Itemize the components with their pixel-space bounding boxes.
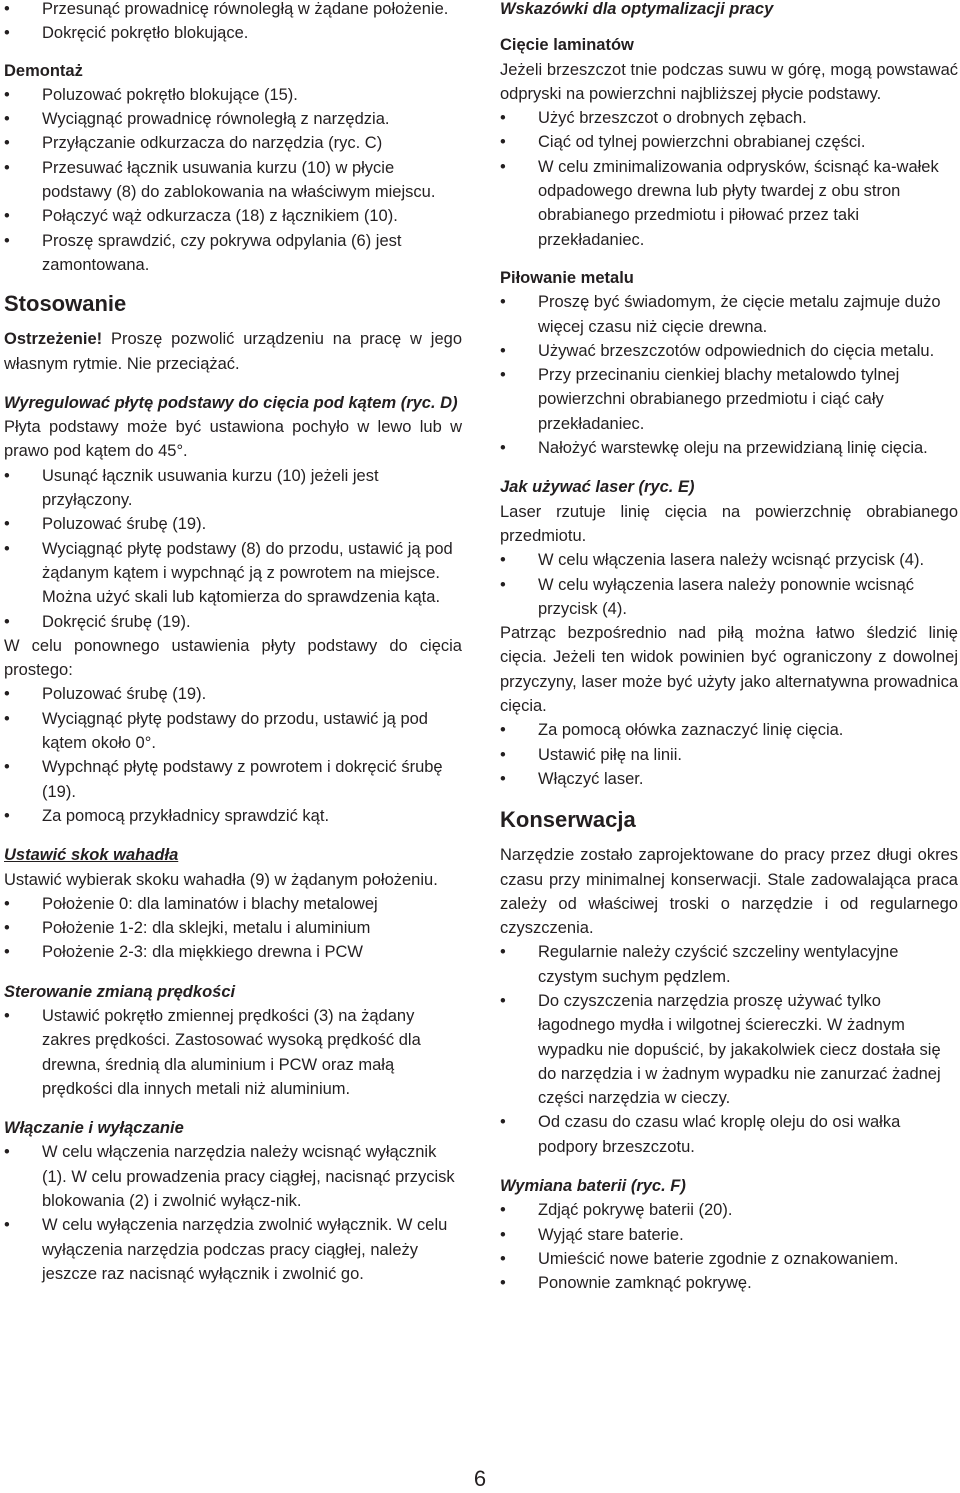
list-item: • Ustawić piłę na linii. [500,743,958,767]
list-item: • Połączyć wąż odkurzacza (18) z łącznikiem (10). [4,204,462,228]
section-heading-laser: Jak używać laser (ryc. E) [500,478,695,497]
metal-bullet-list [500,290,958,460]
list-item: • Wypchnąć płytę podstawy z powrotem i dokręcić śrubę (19). [4,755,462,804]
list-item: • Za pomocą ołówka zaznaczyć linię cięcia. [500,718,958,742]
section-heading-konserwacja: Konserwacja [500,807,636,833]
list-item: • Od czasu do czasu wlać kroplę oleju do osi wałka podpory brzeszczotu. [500,1110,958,1159]
konserwacja-bullet-list [500,940,958,1159]
section-heading-baterie: Wymiana baterii (ryc. F) [500,1177,686,1196]
list-item: • Zdjąć pokrywę baterii (20). [500,1198,958,1222]
predkosc-bullet-list [4,1004,462,1101]
list-item: • Włączyć laser. [500,767,958,791]
laser-intro: Laser rzutuje linię cięcia na powierzchnię obrabianego przedmiotu. [500,502,958,545]
list-item: • Przesunąć prowadnicę równoległą w żądane położenie. [4,0,462,21]
demontaz-bullet-list [4,83,462,277]
skok-bullet-list [4,892,462,965]
section-heading-stosowanie: Stosowanie [4,291,127,317]
list-item: • Wyjąć stare baterie. [500,1223,958,1247]
warning-text: Proszę pozwolić urządzeniu na pracę w jego własnym rytmie. Nie przeciążać. [4,330,462,373]
laser-text: Patrząc bezpośrednio nad piłą można łatwo śledzić linię cięcia. Jeżeli ten widok powinien być ograniczony z dowolnej przyczyny, laser może być użyty jako alternatywna prowadnica cięcia. [500,624,958,716]
list-item: • Umieścić nowe baterie zgodnie z oznakowaniem. [500,1247,958,1271]
list-item: • Dokręcić śrubę (19). [4,610,462,634]
list-item: • Poluzować śrubę (19). [4,682,462,706]
warning-label: Ostrzeżenie! [4,330,103,349]
laminaty-bullet-list [500,106,958,252]
list-item: • W celu włączenia narzędzia należy wcisnąć wyłącznik (1). W celu prowadzenia pracy ciągłej, nacisnąć przycisk blokowania (2) i zwolnić wyłącz-nik. [4,1140,462,1213]
list-item: • Ustawić pokrętło zmiennej prędkości (3) na żądany zakres prędkości. Zastosować wysoką prędkość dla drewna, średnią dla aluminium i PCW oraz małą prędkości dla innych metali niż aluminium. [4,1004,462,1101]
list-item: • Używać brzeszczotów odpowiednich do cięcia metalu. [500,339,958,363]
list-item: • Położenie 2-3: dla miękkiego drewna i PCW [4,940,462,964]
list-item: • Ponownie zamknąć pokrywę. [500,1271,958,1295]
section-heading-skok: Ustawić skok wahadła [4,846,179,865]
list-item: • Proszę sprawdzić, czy pokrywa odpylania (6) jest zamontowana. [4,229,462,278]
list-item: • Przesuwać łącznik usuwania kurzu (10) w płycie podstawy (8) do zablokowania na właściwym miejscu. [4,156,462,205]
warning-paragraph [4,327,462,376]
konserwacja-intro: Narzędzie zostało zaprojektowane do pracy przez długi okres czasu przy minimalnej konserwacji. Stale zadowalająca praca zależy od właściwej troski o narzędzie i od regularnego czyszczenia. [500,846,958,938]
list-item: • W celu wyłączenia lasera należy ponownie wcisnąć przycisk (4). [500,573,958,622]
laminaty-text: Jeżeli brzeszczot tnie podczas suwu w górę, mogą powstawać odpryski na powierzchni najbliższej płycie podstawy. [500,60,958,103]
list-item: • Poluzować pokrętło blokujące (15). [4,83,462,107]
list-item: • Położenie 0: dla laminatów i blachy metalowej [4,892,462,916]
list-item: • Dokręcić pokrętło blokujące. [4,21,462,45]
plyta-intro: Płyta podstawy może być ustawiona pochyło w lewo lub w prawo pod kątem do 45°. [4,418,462,461]
top-bullet-list [4,0,462,46]
subheading-laminaty: Cięcie laminatów [500,36,634,55]
laser-bullet-list [500,548,958,621]
list-item: • Nałożyć warstewkę oleju na przewidzianą linię cięcia. [500,436,958,460]
list-item: • Proszę być świadomym, że cięcie metalu zajmuje dużo więcej czasu niż cięcie drewna. [500,290,958,339]
left-column [4,0,462,1286]
baterie-bullet-list [500,1198,958,1295]
section-heading-plyta: Wyregulować płytę podstawy do cięcia pod kątem (ryc. D) [4,393,458,412]
plyta-reset-text: W celu ponownego ustawienia płyty podstawy do cięcia prostego: [4,636,462,680]
section-heading-wskazowki: Wskazówki dla optymalizacji pracy [500,0,774,18]
laser-bullet-list-2 [500,718,958,791]
right-column [500,0,958,1296]
list-item: • Poluzować śrubę (19). [4,512,462,536]
plyta-bullet-list [4,464,462,634]
list-item: • Ciąć od tylnej powierzchni obrabianej części. [500,130,958,154]
list-item: • Wyciągnąć prowadnicę równoległą z narzędzia. [4,107,462,131]
list-item: • Użyć brzeszczot o drobnych zębach. [500,106,958,130]
list-item: • W celu zminimalizowania odprysków, ścisnąć ka-wałek odpadowego drewna lub płyty twardej z obu stron obrabianego przedmiotu i piłować przez taki przekładaniec. [500,155,958,252]
plyta-reset-bullet-list [4,682,462,828]
list-item: • Regularnie należy czyścić szczeliny wentylacyjne czystym suchym pędzlem. [500,940,958,989]
list-item: • Za pomocą przykładnicy sprawdzić kąt. [4,804,462,828]
list-item: • W celu wyłączenia narzędzia zwolnić wyłącznik. W celu wyłączenia narzędzia podczas pracy ciągłej, należy jeszcze raz nacisnąć wyłącznik i zwolnić go. [4,1213,462,1286]
list-item: • Do czyszczenia narzędzia proszę używać tylko łagodnego mydła i wilgotnej ściereczki. W żadnym wypadku nie dopuścić, by jakakolwiek ciecz dostała się do narzędzia i w żadnym wypadku nie zanurzać żadnej części narzędzia w cieczy. [500,989,958,1110]
list-item: • Przyłączanie odkurzacza do narzędzia (ryc. C) [4,131,462,155]
section-heading-demontaz: Demontaż [4,61,83,80]
list-item: • Wyciągnąć płytę podstawy (8) do przodu, ustawić ją pod żądanym kątem i wypchnąć ją z powrotem na miejsce. Można użyć skali lub kątomierza do sprawdzenia kąta. [4,537,462,610]
list-item: • Wyciągnąć płytę podstawy do przodu, ustawić ją pod kątem około 0°. [4,707,462,756]
subheading-metal: Piłowanie metalu [500,268,634,287]
page-number: 6 [473,1466,487,1491]
list-item: • W celu włączenia lasera należy wcisnąć przycisk (4). [500,548,958,572]
list-item: • Położenie 1-2: dla sklejki, metalu i aluminium [4,916,462,940]
list-item: • Usunąć łącznik usuwania kurzu (10) jeżeli jest przyłączony. [4,464,462,513]
list-item: • Przy przecinaniu cienkiej blachy metalowdo tylnej powierzchni obrabianego przedmiotu i ciąć cały przekładaniec. [500,363,958,436]
wlaczanie-bullet-list [4,1140,462,1286]
section-heading-wlaczanie: Włączanie i wyłączanie [4,1119,184,1138]
skok-intro: Ustawić wybierak skoku wahadła (9) w żądanym położeniu. [4,870,438,889]
section-heading-predkosc: Sterowanie zmianą prędkości [4,982,236,1001]
